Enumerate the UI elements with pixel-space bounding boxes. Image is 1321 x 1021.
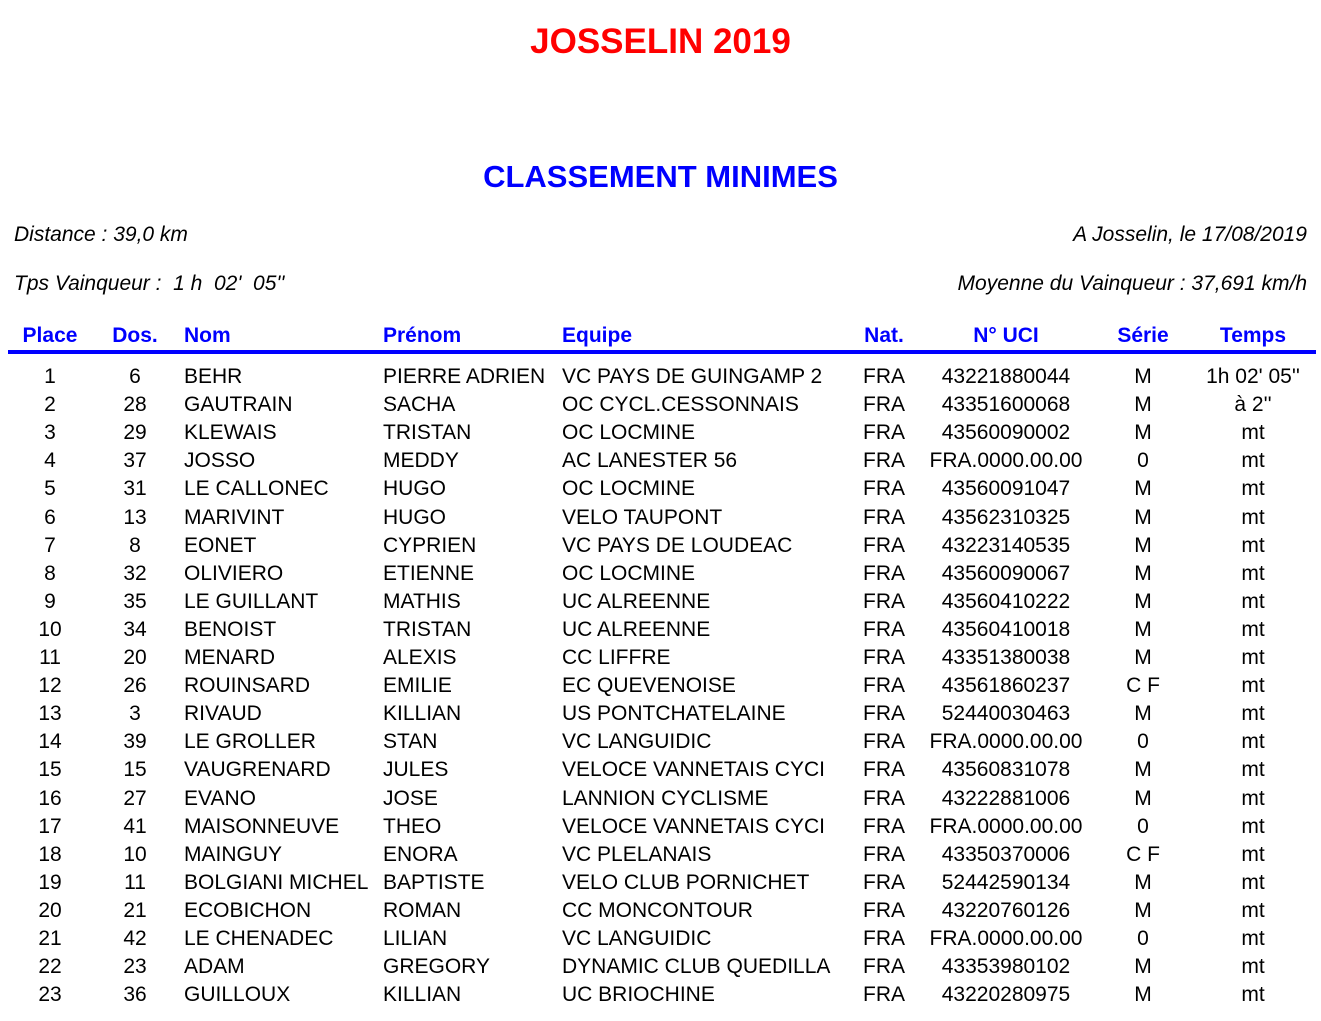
cell-prenom: HUGO <box>383 477 446 501</box>
cell-prenom: STAN <box>383 730 438 754</box>
cell-place: 9 <box>44 589 56 613</box>
cell-place: 5 <box>44 477 56 501</box>
cell-serie: M <box>1134 955 1152 979</box>
cell-nom: GUILLOUX <box>184 983 291 1007</box>
cell-equipe: OC LOCMINE <box>562 477 696 501</box>
cell-prenom: ALEXIS <box>383 646 457 669</box>
cell-serie: M <box>1134 533 1152 557</box>
cell-dos: 42 <box>123 927 147 950</box>
race-distance: Distance : 39,0 km <box>14 223 188 246</box>
cell-prenom: THEO <box>383 814 442 838</box>
cell-nom: EVANO <box>184 786 256 810</box>
table-row <box>0 365 1321 393</box>
cell-dos: 21 <box>123 898 147 922</box>
cell-uci: FRA.0000.00.00 <box>929 927 1083 950</box>
header-nom: Nom <box>184 324 231 347</box>
cell-dos: 10 <box>123 842 147 866</box>
cell-dos: 27 <box>123 786 147 810</box>
cell-temps: mt <box>1241 674 1265 698</box>
race-title: JOSSELIN 2019 <box>530 22 791 61</box>
cell-equipe: UC BRIOCHINE <box>562 983 715 1007</box>
cell-temps: mt <box>1241 702 1265 726</box>
cell-temps: mt <box>1241 477 1265 501</box>
cell-serie: M <box>1134 421 1152 445</box>
cell-uci: 43560410018 <box>941 617 1071 641</box>
cell-dos: 11 <box>124 870 146 894</box>
cell-prenom: HUGO <box>383 505 446 529</box>
cell-nom: ROUINSARD <box>184 674 311 698</box>
cell-temps: mt <box>1241 870 1265 894</box>
cell-uci: 43222881006 <box>941 786 1071 810</box>
cell-nat: FRA <box>863 786 905 810</box>
cell-prenom: EMILIE <box>383 674 452 698</box>
header-place: Place <box>22 324 78 347</box>
cell-uci: 43221880044 <box>941 365 1071 388</box>
cell-nom: RIVAUD <box>184 702 262 726</box>
table-row <box>0 758 1321 786</box>
cell-serie: M <box>1134 702 1152 726</box>
cell-nat: FRA <box>863 842 905 866</box>
cell-equipe: US PONTCHATELAINE <box>562 702 786 726</box>
cell-dos: 34 <box>123 617 147 641</box>
cell-uci: 43560091047 <box>941 477 1071 501</box>
cell-prenom: MATHIS <box>383 589 461 613</box>
cell-prenom: SACHA <box>383 393 456 417</box>
table-row <box>0 506 1321 534</box>
header-prenom: Prénom <box>383 324 462 347</box>
cell-place: 23 <box>38 983 62 1007</box>
cell-nom: LE GROLLER <box>184 730 316 754</box>
cell-uci: 52440030463 <box>941 702 1071 726</box>
cell-nat: FRA <box>863 898 905 922</box>
cell-serie: 0 <box>1137 814 1149 838</box>
cell-place: 13 <box>38 702 62 726</box>
header-nat: Nat. <box>864 324 904 347</box>
cell-place: 10 <box>38 617 62 641</box>
cell-place: 14 <box>38 730 62 754</box>
header-serie: Série <box>1117 324 1169 347</box>
cell-serie: M <box>1134 393 1152 417</box>
cell-uci: 43561860237 <box>941 674 1071 698</box>
cell-uci: 43223140535 <box>941 533 1071 557</box>
cell-equipe: OC CYCL.CESSONNAIS <box>562 393 799 417</box>
table-row <box>0 562 1321 590</box>
cell-serie: M <box>1134 505 1152 529</box>
table-row <box>0 871 1321 899</box>
cell-nat: FRA <box>863 617 905 641</box>
cell-temps: mt <box>1241 814 1265 838</box>
cell-equipe: VC PAYS DE GUINGAMP 2 <box>562 365 823 388</box>
cell-temps: mt <box>1241 758 1265 782</box>
cell-equipe: VELOCE VANNETAIS CYCI <box>562 758 825 782</box>
cell-place: 22 <box>38 955 62 979</box>
cell-prenom: ROMAN <box>383 898 462 922</box>
cell-serie: C F <box>1126 842 1160 866</box>
cell-temps: mt <box>1241 449 1265 473</box>
cell-uci: 43560831078 <box>941 758 1071 782</box>
cell-equipe: OC LOCMINE <box>562 421 696 445</box>
cell-temps: mt <box>1241 983 1265 1007</box>
cell-serie: 0 <box>1137 927 1149 950</box>
cell-nat: FRA <box>863 393 905 417</box>
cell-nat: FRA <box>863 589 905 613</box>
table-row <box>0 983 1321 1011</box>
cell-nom: BEHR <box>184 365 243 388</box>
cell-nat: FRA <box>863 758 905 782</box>
cell-prenom: ETIENNE <box>383 561 475 585</box>
header-uci: N° UCI <box>973 324 1039 347</box>
cell-dos: 20 <box>123 646 147 669</box>
cell-uci: 43350370006 <box>941 842 1071 866</box>
table-row <box>0 618 1321 646</box>
cell-place: 1 <box>44 365 56 388</box>
cell-temps: mt <box>1241 505 1265 529</box>
cell-equipe: AC LANESTER 56 <box>562 449 738 473</box>
cell-uci: FRA.0000.00.00 <box>929 730 1083 754</box>
cell-nat: FRA <box>863 870 905 894</box>
cell-serie: M <box>1134 477 1152 501</box>
cell-equipe: UC ALREENNE <box>562 589 711 613</box>
cell-serie: 0 <box>1137 449 1149 473</box>
cell-temps: mt <box>1241 730 1265 754</box>
cell-serie: M <box>1134 898 1152 922</box>
cell-dos: 36 <box>123 983 147 1007</box>
cell-nat: FRA <box>863 702 905 726</box>
cell-temps: mt <box>1241 589 1265 613</box>
cell-temps: mt <box>1241 533 1265 557</box>
cell-place: 7 <box>44 533 56 557</box>
cell-prenom: LILIAN <box>383 927 448 950</box>
table-row <box>0 534 1321 562</box>
cell-place: 19 <box>38 870 62 894</box>
cell-temps: mt <box>1241 898 1265 922</box>
cell-prenom: ENORA <box>383 842 458 866</box>
cell-prenom: JOSE <box>383 786 438 810</box>
cell-serie: M <box>1134 561 1152 585</box>
cell-prenom: KILLIAN <box>383 983 462 1007</box>
cell-place: 12 <box>38 674 62 698</box>
cell-nat: FRA <box>863 365 905 388</box>
cell-place: 2 <box>44 393 56 417</box>
cell-place: 4 <box>44 449 56 473</box>
cell-dos: 8 <box>129 533 141 557</box>
cell-nat: FRA <box>863 730 905 754</box>
cell-equipe: UC ALREENNE <box>562 617 711 641</box>
cell-uci: 43220760126 <box>941 898 1071 922</box>
cell-nat: FRA <box>863 477 905 501</box>
table-row <box>0 674 1321 702</box>
cell-dos: 15 <box>123 758 147 782</box>
cell-dos: 13 <box>123 505 147 529</box>
cell-nat: FRA <box>863 983 905 1007</box>
cell-nat: FRA <box>863 421 905 445</box>
cell-nom: LE GUILLANT <box>184 589 319 613</box>
table-row <box>0 590 1321 618</box>
cell-dos: 31 <box>123 477 147 501</box>
table-row <box>0 702 1321 730</box>
table-row <box>0 927 1321 955</box>
cell-dos: 32 <box>123 561 147 585</box>
cell-temps: mt <box>1241 842 1265 866</box>
cell-serie: M <box>1134 870 1152 894</box>
cell-nat: FRA <box>863 505 905 529</box>
cell-nom: ECOBICHON <box>184 898 312 922</box>
cell-prenom: KILLIAN <box>383 702 462 726</box>
cell-nom: OLIVIERO <box>184 561 284 585</box>
cell-prenom: CYPRIEN <box>383 533 477 557</box>
winner-time: Tps Vainqueur : 1 h 02' 05'' <box>14 272 285 295</box>
cell-nom: LE CALLONEC <box>184 477 329 501</box>
cell-uci: FRA.0000.00.00 <box>929 814 1083 838</box>
cell-uci: 43220280975 <box>941 983 1071 1007</box>
cell-temps: mt <box>1241 646 1265 669</box>
cell-nat: FRA <box>863 646 905 669</box>
cell-nat: FRA <box>863 955 905 979</box>
cell-serie: M <box>1134 617 1152 641</box>
cell-prenom: BAPTISTE <box>383 870 485 894</box>
cell-prenom: MEDDY <box>383 449 459 473</box>
cell-place: 20 <box>38 898 62 922</box>
cell-nat: FRA <box>863 449 905 473</box>
cell-nom: EONET <box>184 533 257 557</box>
cell-nat: FRA <box>863 561 905 585</box>
cell-nat: FRA <box>863 674 905 698</box>
table-row <box>0 730 1321 758</box>
cell-nom: VAUGRENARD <box>184 758 331 782</box>
cell-equipe: CC MONCONTOUR <box>562 898 753 922</box>
header-divider <box>8 350 1316 354</box>
table-row <box>0 421 1321 449</box>
table-row <box>0 449 1321 477</box>
cell-serie: M <box>1134 646 1152 669</box>
table-row <box>0 815 1321 843</box>
cell-place: 21 <box>38 927 62 950</box>
cell-serie: M <box>1134 983 1152 1007</box>
cell-place: 15 <box>38 758 62 782</box>
cell-equipe: CC LIFFRE <box>562 646 671 669</box>
cell-place: 11 <box>39 646 61 669</box>
cell-uci: 43560410222 <box>941 589 1071 613</box>
cell-equipe: VC PLELANAIS <box>562 842 712 866</box>
cell-temps: mt <box>1241 927 1265 950</box>
cell-place: 16 <box>38 786 62 810</box>
cell-dos: 26 <box>123 674 147 698</box>
cell-nat: FRA <box>863 814 905 838</box>
cell-equipe: LANNION CYCLISME <box>562 786 769 810</box>
cell-uci: 43351600068 <box>941 393 1071 417</box>
table-row <box>0 646 1321 674</box>
cell-uci: 43351380038 <box>941 646 1071 669</box>
header-temps: Temps <box>1219 324 1287 347</box>
table-row <box>0 955 1321 983</box>
cell-uci: 43353980102 <box>941 955 1071 979</box>
cell-prenom: GREGORY <box>383 955 490 979</box>
cell-equipe: VC PAYS DE LOUDEAC <box>562 533 793 557</box>
classification-title: CLASSEMENT MINIMES <box>483 159 838 194</box>
table-row <box>0 393 1321 421</box>
cell-equipe: VELOCE VANNETAIS CYCI <box>562 814 825 838</box>
cell-place: 18 <box>38 842 62 866</box>
cell-nom: GAUTRAIN <box>184 393 293 417</box>
cell-serie: M <box>1134 365 1152 388</box>
cell-temps: mt <box>1241 786 1265 810</box>
cell-uci: FRA.0000.00.00 <box>929 449 1083 473</box>
cell-serie: M <box>1134 758 1152 782</box>
cell-uci: 43562310325 <box>941 505 1071 529</box>
cell-equipe: VELO TAUPONT <box>562 505 723 529</box>
cell-nat: FRA <box>863 533 905 557</box>
cell-uci: 43560090002 <box>941 421 1071 445</box>
cell-place: 17 <box>38 814 62 838</box>
cell-nom: JOSSO <box>184 449 256 473</box>
cell-temps: mt <box>1241 617 1265 641</box>
cell-nom: MAINGUY <box>184 842 283 866</box>
cell-serie: M <box>1134 589 1152 613</box>
cell-temps: mt <box>1241 561 1265 585</box>
cell-dos: 6 <box>129 365 141 388</box>
cell-prenom: TRISTAN <box>383 421 472 445</box>
table-row <box>0 843 1321 871</box>
cell-nom: BENOIST <box>184 617 277 641</box>
cell-dos: 39 <box>123 730 147 754</box>
cell-nom: BOLGIANI MICHEL <box>184 870 369 894</box>
cell-prenom: PIERRE ADRIEN <box>383 365 546 388</box>
table-row <box>0 899 1321 927</box>
cell-temps: mt <box>1241 955 1265 979</box>
cell-serie: M <box>1134 786 1152 810</box>
table-header <box>0 324 1321 352</box>
table-row <box>0 477 1321 505</box>
cell-uci: 43560090067 <box>941 561 1071 585</box>
cell-equipe: OC LOCMINE <box>562 561 696 585</box>
winner-average-speed: Moyenne du Vainqueur : 37,691 km/h <box>957 272 1307 295</box>
header-dos: Dos. <box>112 324 158 347</box>
cell-dos: 23 <box>123 955 147 979</box>
cell-serie: C F <box>1126 674 1160 698</box>
cell-equipe: VELO CLUB PORNICHET <box>562 870 810 894</box>
cell-prenom: JULES <box>383 758 449 782</box>
cell-dos: 28 <box>123 393 147 417</box>
cell-temps: à 2'' <box>1234 393 1272 417</box>
cell-equipe: VC LANGUIDIC <box>562 927 712 950</box>
cell-equipe: VC LANGUIDIC <box>562 730 712 754</box>
cell-dos: 41 <box>123 814 147 838</box>
cell-place: 3 <box>44 421 56 445</box>
cell-dos: 37 <box>123 449 147 473</box>
cell-serie: 0 <box>1137 730 1149 754</box>
cell-nat: FRA <box>863 927 905 950</box>
cell-nom: LE CHENADEC <box>184 927 334 950</box>
cell-place: 8 <box>44 561 56 585</box>
cell-nom: MAISONNEUVE <box>184 814 340 838</box>
cell-equipe: DYNAMIC CLUB QUEDILLA <box>562 955 831 979</box>
cell-uci: 52442590134 <box>941 870 1071 894</box>
race-place-date: A Josselin, le 17/08/2019 <box>1073 223 1307 246</box>
table-row <box>0 787 1321 815</box>
cell-prenom: TRISTAN <box>383 617 472 641</box>
cell-dos: 3 <box>129 702 141 726</box>
cell-nom: MARIVINT <box>184 505 285 529</box>
cell-equipe: EC QUEVENOISE <box>562 674 736 698</box>
cell-temps: 1h 02' 05'' <box>1206 365 1300 388</box>
cell-dos: 35 <box>123 589 147 613</box>
cell-nom: MENARD <box>184 646 276 669</box>
cell-nom: KLEWAIS <box>184 421 277 445</box>
header-equipe: Equipe <box>562 324 633 347</box>
cell-dos: 29 <box>123 421 147 445</box>
cell-place: 6 <box>44 505 56 529</box>
cell-nom: ADAM <box>184 955 245 979</box>
cell-temps: mt <box>1241 421 1265 445</box>
